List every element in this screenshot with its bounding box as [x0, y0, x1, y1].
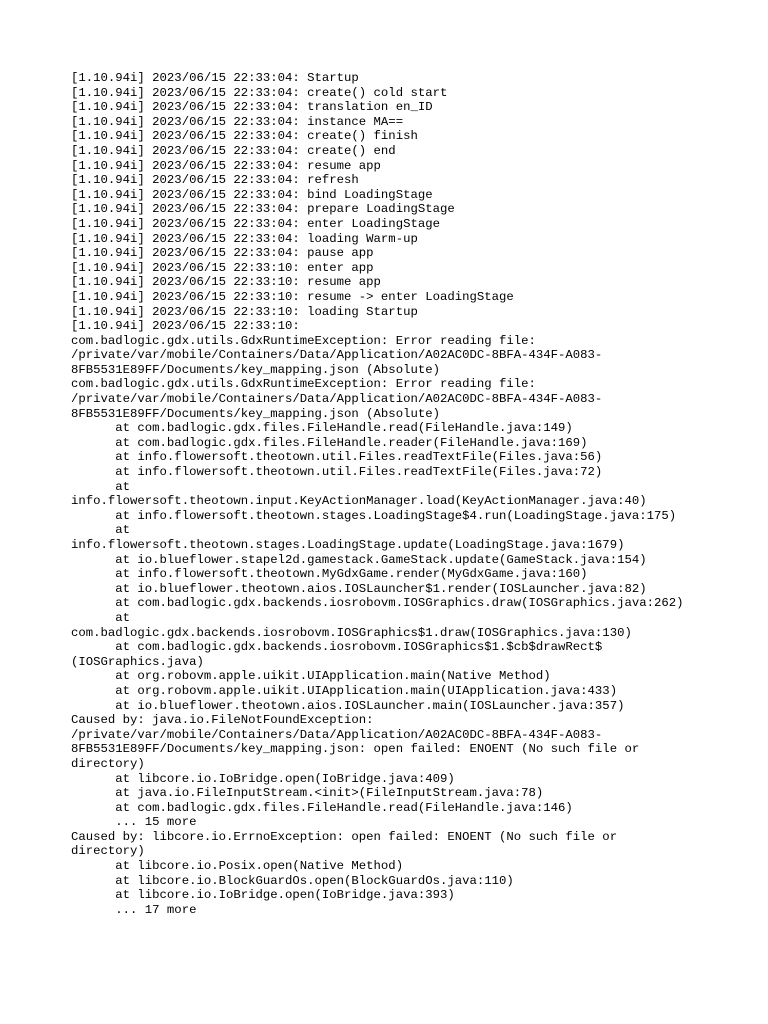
log-line: ... 15 more — [71, 815, 197, 830]
log-line: at — [71, 610, 131, 625]
log-line: at info.flowersoft.theotown.MyGdxGame.render(MyGdxGame.java:160) — [71, 567, 588, 582]
log-line: 8FB5531E89FF/Documents/key_mapping.json: open failed: ENOENT (No such file or — [71, 742, 640, 757]
log-line: [1.10.94i] 2023/06/15 22:33:04: Startup — [71, 71, 359, 85]
log-line: at libcore.io.IoBridge.open(IoBridge.java:393) — [71, 888, 455, 903]
log-line: [1.10.94i] 2023/06/15 22:33:04: refresh — [71, 173, 359, 188]
log-line: at libcore.io.Posix.open(Native Method) — [71, 859, 404, 874]
log-line: [1.10.94i] 2023/06/15 22:33:04: loading Warm-up — [71, 231, 418, 246]
log-line: com.badlogic.gdx.utils.GdxRuntimeException: Error reading file: — [71, 333, 536, 348]
log-line: [1.10.94i] 2023/06/15 22:33:10: resume app — [71, 275, 381, 290]
log-line: /private/var/mobile/Containers/Data/Application/A02AC0DC-8BFA-434F-A083- — [71, 727, 603, 742]
log-line: Caused by: libcore.io.ErrnoException: open failed: ENOENT (No such file or — [71, 829, 618, 844]
log-line: directory) — [71, 844, 145, 859]
log-line: [1.10.94i] 2023/06/15 22:33:04: pause app — [71, 246, 374, 261]
log-line: at java.io.FileInputStream.<init>(FileInputStream.java:78) — [71, 786, 544, 801]
log-text — [71, 71, 701, 917]
log-line: [1.10.94i] 2023/06/15 22:33:04: prepare LoadingStage — [71, 202, 455, 217]
log-line: [1.10.94i] 2023/06/15 22:33:04: resume app — [71, 158, 381, 173]
log-line: at com.badlogic.gdx.backends.iosrobovm.IOSGraphics$1.$cb$drawRect$ — [71, 640, 603, 655]
log-line: [1.10.94i] 2023/06/15 22:33:04: instance MA== — [71, 114, 404, 129]
log-line: at io.blueflower.theotown.aios.IOSLauncher.main(IOSLauncher.java:357) — [71, 698, 625, 713]
log-line: [1.10.94i] 2023/06/15 22:33:04: create() end — [71, 143, 396, 158]
log-line: [1.10.94i] 2023/06/15 22:33:10: — [71, 319, 300, 334]
log-line: at io.blueflower.stapel2d.gamestack.GameStack.update(GameStack.java:154) — [71, 552, 647, 567]
log-line: at com.badlogic.gdx.files.FileHandle.read(FileHandle.java:146) — [71, 800, 573, 815]
log-line: at info.flowersoft.theotown.stages.LoadingStage$4.run(LoadingStage.java:175) — [71, 508, 677, 523]
log-line: [1.10.94i] 2023/06/15 22:33:10: resume -> enter LoadingStage — [71, 289, 514, 304]
log-line: at org.robovm.apple.uikit.UIApplication.main(Native Method) — [71, 669, 551, 684]
log-line: (IOSGraphics.java) — [71, 654, 204, 669]
log-line: com.badlogic.gdx.utils.GdxRuntimeException: Error reading file: — [71, 377, 536, 392]
log-line: /private/var/mobile/Containers/Data/Application/A02AC0DC-8BFA-434F-A083- — [71, 348, 603, 363]
log-line: /private/var/mobile/Containers/Data/Application/A02AC0DC-8BFA-434F-A083- — [71, 392, 603, 407]
log-line: at com.badlogic.gdx.files.FileHandle.read(FileHandle.java:149) — [71, 421, 573, 436]
log-line: at org.robovm.apple.uikit.UIApplication.main(UIApplication.java:433) — [71, 683, 618, 698]
log-line: at — [71, 523, 131, 538]
log-line: at io.blueflower.theotown.aios.IOSLauncher$1.render(IOSLauncher.java:82) — [71, 581, 647, 596]
log-line: at info.flowersoft.theotown.util.Files.readTextFile(Files.java:56) — [71, 450, 603, 465]
log-line: info.flowersoft.theotown.input.KeyActionManager.load(KeyActionManager.java:40) — [71, 494, 647, 509]
log-line: directory) — [71, 756, 145, 771]
log-line: at libcore.io.BlockGuardOs.open(BlockGuardOs.java:110) — [71, 873, 514, 888]
log-line: at com.badlogic.gdx.backends.iosrobovm.IOSGraphics.draw(IOSGraphics.java:262) — [71, 596, 684, 611]
log-line: 8FB5531E89FF/Documents/key_mapping.json (Absolute) — [71, 406, 440, 421]
log-line: [1.10.94i] 2023/06/15 22:33:04: bind LoadingStage — [71, 187, 433, 202]
log-line: [1.10.94i] 2023/06/15 22:33:10: enter app — [71, 260, 374, 275]
log-line: at — [71, 479, 131, 494]
log-line: info.flowersoft.theotown.stages.LoadingStage.update(LoadingStage.java:1679) — [71, 538, 625, 552]
log-line: at info.flowersoft.theotown.util.Files.readTextFile(Files.java:72) — [71, 465, 603, 480]
log-line: com.badlogic.gdx.backends.iosrobovm.IOSGraphics$1.draw(IOSGraphics.java:130) — [71, 625, 632, 640]
log-line: at com.badlogic.gdx.files.FileHandle.reader(FileHandle.java:169) — [71, 435, 588, 450]
log-line: at libcore.io.IoBridge.open(IoBridge.java:409) — [71, 771, 455, 786]
log-line: Caused by: java.io.FileNotFoundException: — [71, 713, 374, 728]
log-line: ... 17 more — [71, 902, 197, 917]
log-line: [1.10.94i] 2023/06/15 22:33:04: enter LoadingStage — [71, 216, 440, 231]
log-line: [1.10.94i] 2023/06/15 22:33:04: create() finish — [71, 129, 418, 144]
log-line: [1.10.94i] 2023/06/15 22:33:04: create() cold start — [71, 85, 448, 100]
log-line: [1.10.94i] 2023/06/15 22:33:10: loading Startup — [71, 304, 418, 319]
log-line: 8FB5531E89FF/Documents/key_mapping.json (Absolute) — [71, 362, 440, 377]
log-line: [1.10.94i] 2023/06/15 22:33:04: translation en_ID — [71, 100, 433, 115]
